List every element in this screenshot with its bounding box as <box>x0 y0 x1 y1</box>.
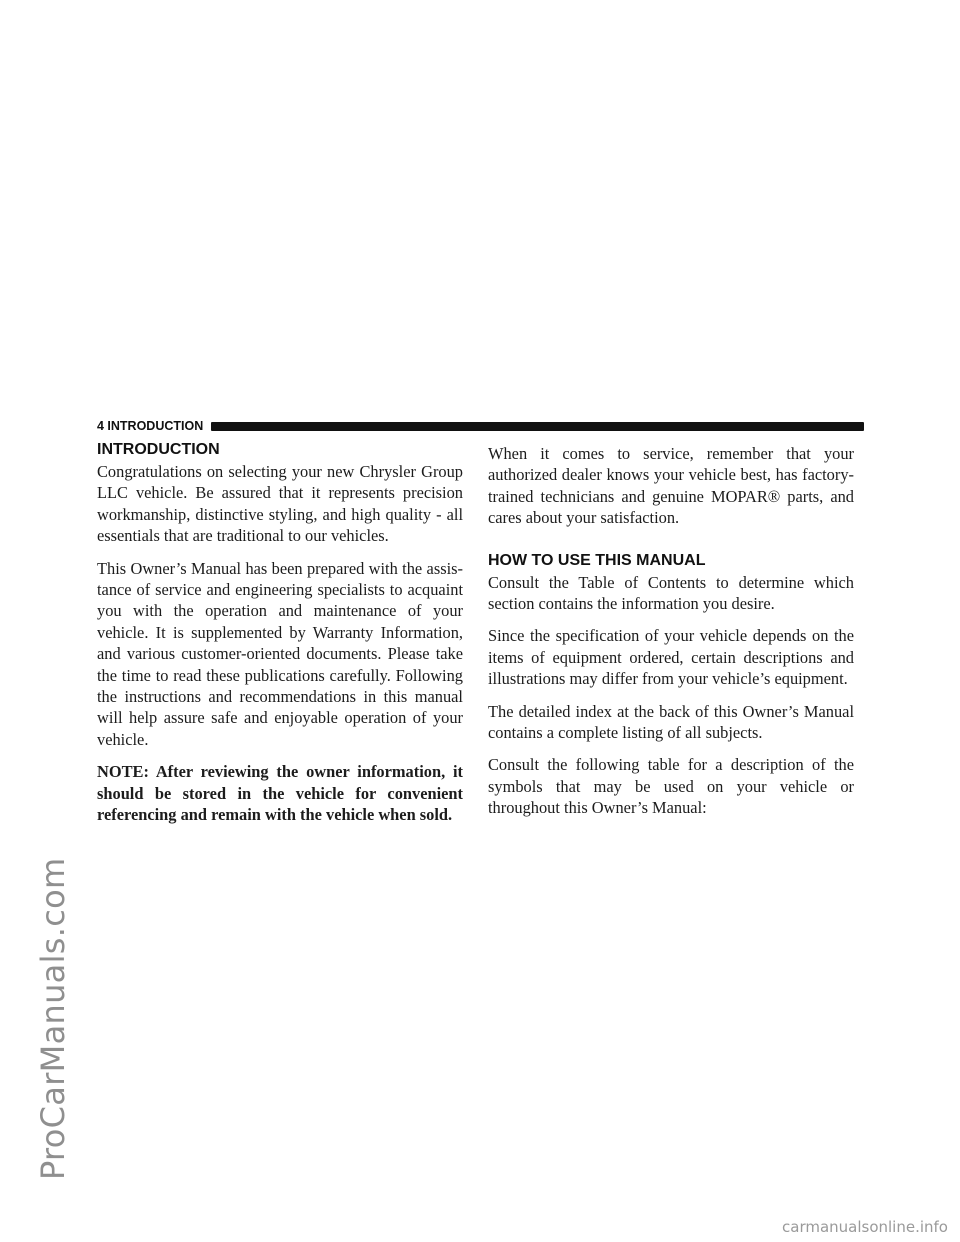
page-header <box>97 418 864 434</box>
section-heading-how-to-use: HOW TO USE THIS MANUAL <box>488 551 706 569</box>
paragraph-specification: Since the specification of your vehicle depends on the items of equipment ordered, certain descriptions and illustrations may differ from your vehicle’s equipment. <box>488 626 854 689</box>
note-paragraph: NOTE: After reviewing the owner information, it should be stored in the vehicle for convenient referencing and remain with the vehicle when sold. <box>97 762 463 825</box>
paragraph-congratulations: Congratulations on selecting your new Chrysler Group LLC vehicle. Be assured that it represents precision workmanship, distinctive styling, and high quality - all essentials that are traditional to our vehicles. <box>97 462 463 546</box>
header-rule <box>211 422 864 431</box>
section-heading-introduction: INTRODUCTION <box>97 441 220 458</box>
left-column <box>97 440 463 837</box>
paragraph-service: When it comes to service, remember that your authorized dealer knows your vehicle best, has factory-trained technicians and genuine MOPAR® parts, and cares about your satisfaction. <box>488 444 854 528</box>
right-column <box>488 443 854 830</box>
paragraph-index: The detailed index at the back of this Owner’s Manual contains a complete listing of all subjects. <box>488 701 854 743</box>
paragraph-symbols: Consult the following table for a description of the symbols that may be used on your vehicle or throughout this Owner’s Manual: <box>488 755 854 818</box>
paragraph-table-of-contents: Consult the Table of Contents to determine which section contains the information you desire. <box>488 572 854 614</box>
side-watermark-text: ProCarManuals.com <box>34 857 72 1180</box>
paragraph-owners-manual: This Owner’s Manual has been prepared with the assistance of service and engineering specialists to acquaint you with the operation and maintenance of your vehicle. It is supplemented by Warranty Information, and various customer-oriented documents. Please take the time to read these publications carefully. Following the instructions and recommendations in this manual will help assure safe and enjoyable operation of your vehicle. <box>97 558 463 749</box>
page-header-label: 4 INTRODUCTION <box>97 419 204 433</box>
bottom-watermark: carmanualsonline.info <box>782 1218 948 1236</box>
